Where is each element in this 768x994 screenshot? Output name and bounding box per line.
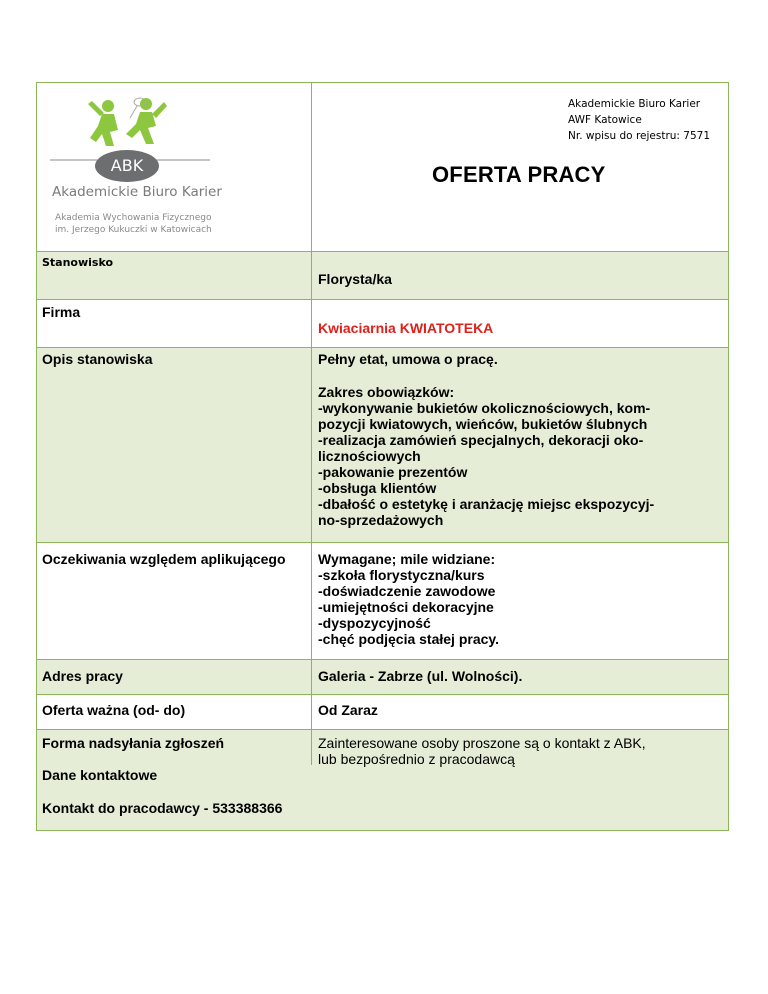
- opis-line: no-sprzedażowych: [318, 512, 444, 528]
- logo-subtitle-line: Akademia Wychowania Fizycznego: [55, 213, 212, 223]
- value-kontakt: Kontakt do pracodawcy - 533388366: [42, 800, 283, 816]
- opis-line: licznościowych: [318, 448, 421, 464]
- oczekiwania-line: -szkoła florystyczna/kurs: [318, 567, 485, 583]
- value-firma: Kwiaciarnia KWIATOTEKA: [318, 320, 494, 336]
- opis-line: -dbałość o estetykę i aranżację miejsc ekspozycyj-: [318, 496, 655, 512]
- divider: [36, 659, 729, 660]
- oczekiwania-line: -chęć podjęcia stałej pracy.: [318, 631, 500, 647]
- opis-line: -pakowanie prezentów: [318, 464, 468, 480]
- forma-line: lub bezpośrednio z pracodawcą: [318, 751, 515, 767]
- logo-subtitle: [55, 212, 212, 236]
- value-opis: [318, 351, 723, 528]
- page-title: OFERTA PRACY: [432, 162, 606, 187]
- opis-line: Pełny etat, umowa o pracę.: [318, 351, 498, 367]
- divider: [36, 299, 729, 300]
- label-firma: Firma: [42, 304, 81, 320]
- divider-vertical: [311, 82, 312, 251]
- value-oferta: Od Zaraz: [318, 702, 378, 718]
- abk-badge: ABK: [95, 150, 159, 182]
- logo-subtitle-line: im. Jerzego Kukuczki w Katowicach: [55, 225, 212, 235]
- value-oczekiwania: [318, 551, 723, 647]
- opis-line: pozycji kwiatowych, wieńców, bukietów ślubnych: [318, 416, 648, 432]
- institution-line: Nr. wpisu do rejestru: 7571: [568, 130, 711, 142]
- institution-line: AWF Katowice: [568, 114, 642, 126]
- label-opis: Opis stanowiska: [42, 351, 153, 367]
- value-stanowisko: Florysta/ka: [318, 271, 392, 287]
- divider: [36, 729, 729, 730]
- institution-line: Akademickie Biuro Karier: [568, 98, 701, 110]
- opis-line: -realizacja zamówień specjalnych, dekoracji oko-: [318, 432, 644, 448]
- institution-info: [568, 96, 710, 144]
- divider: [36, 694, 729, 695]
- oczekiwania-line: -dyspozycyjność: [318, 615, 431, 631]
- oczekiwania-line: Wymagane; mile widziane:: [318, 551, 496, 567]
- label-adres: Adres pracy: [42, 668, 123, 684]
- label-oferta: Oferta ważna (od- do): [42, 702, 186, 718]
- divider: [36, 542, 729, 543]
- opis-line: -obsługa klientów: [318, 480, 437, 496]
- value-forma: [318, 735, 723, 767]
- divider: [36, 251, 729, 252]
- label-forma: Forma nadsyłania zgłoszeń: [42, 735, 225, 751]
- opis-line: -wykonywanie bukietów okolicznościowych, kom-: [318, 400, 651, 416]
- forma-line: Zainteresowane osoby proszone są o kontakt z ABK,: [318, 735, 646, 751]
- logo-name: Akademickie Biuro Karier: [52, 184, 222, 200]
- label-kontakt: Dane kontaktowe: [42, 767, 158, 783]
- label-stanowisko: Stanowisko: [42, 256, 114, 269]
- oczekiwania-line: -umiejętności dekoracyjne: [318, 599, 494, 615]
- divider: [36, 347, 729, 348]
- label-oczekiwania: Oczekiwania względem aplikującego: [42, 551, 286, 567]
- opis-line: Zakres obowiązków:: [318, 384, 455, 400]
- oczekiwania-line: -doświadczenie zawodowe: [318, 583, 496, 599]
- value-adres: Galeria - Zabrze (ul. Wolności).: [318, 668, 523, 684]
- divider-vertical: [311, 251, 312, 765]
